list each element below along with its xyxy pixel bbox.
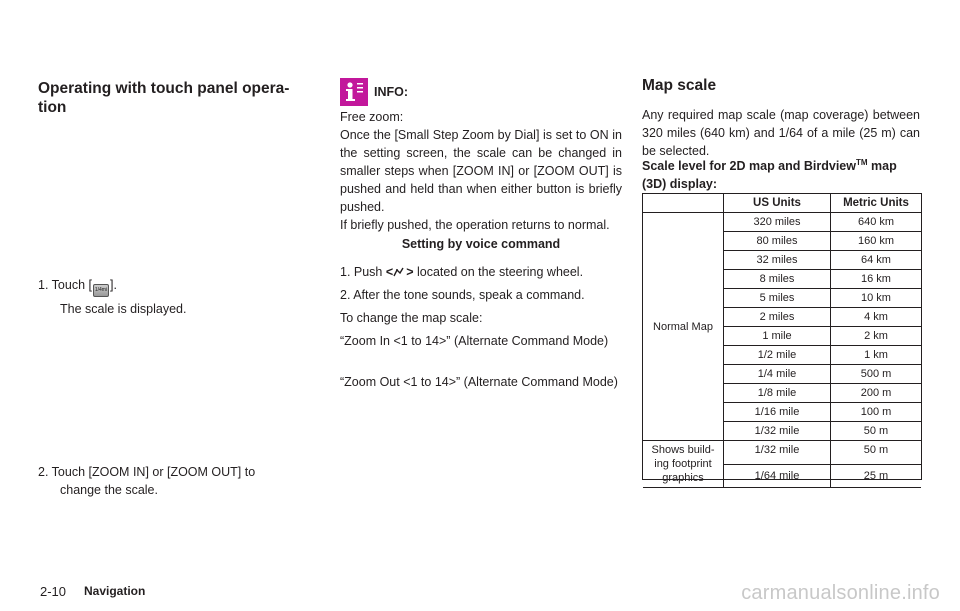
step-2-line-2: change the scale. <box>60 483 158 497</box>
free-zoom-note: If briefly pushed, the operation returns to normal. <box>340 218 610 232</box>
us-units-cell: 80 miles <box>724 232 831 251</box>
us-units-cell: 2 miles <box>724 308 831 327</box>
section-heading-touch-panel: Operating with touch panel opera- tion <box>38 80 290 116</box>
metric-units-cell: 25 m <box>831 464 922 488</box>
metric-units-cell: 1 km <box>831 346 922 365</box>
info-icon <box>340 78 368 106</box>
talk-icon <box>393 267 406 277</box>
metric-units-cell: 160 km <box>831 232 922 251</box>
us-units-cell: 1/32 mile <box>724 441 831 465</box>
table-header-metric: Metric Units <box>831 194 922 213</box>
table-row <box>643 441 921 465</box>
metric-units-cell: 500 m <box>831 365 922 384</box>
metric-units-cell: 16 km <box>831 270 922 289</box>
info-body <box>340 108 622 234</box>
watermark: carmanualsonline.info <box>741 582 940 604</box>
us-units-cell: 1/64 mile <box>724 464 831 488</box>
voice-lt: < <box>385 265 394 279</box>
page-number: 2-10 <box>40 584 67 599</box>
voice-step-1 <box>340 263 625 281</box>
scale-table <box>643 194 921 488</box>
voice-step-2: 2. After the tone sounds, speak a command. <box>340 288 585 302</box>
table-header-row <box>643 194 921 213</box>
step-1-suffix: ]. <box>109 278 117 292</box>
voice-step-1-a: 1. Push <box>340 265 386 279</box>
metric-units-cell: 50 m <box>831 441 922 465</box>
voice-gt: > <box>406 265 414 279</box>
us-units-cell: 1/16 mile <box>724 403 831 422</box>
free-zoom-label: Free zoom: <box>340 110 404 124</box>
footer-section: Navigation <box>84 584 146 598</box>
voice-command-heading: Setting by voice command <box>401 237 561 251</box>
info-header <box>340 78 408 106</box>
zoom-out-command: “Zoom Out <1 to 14>” (Alternate Command Mode) <box>340 375 618 389</box>
us-units-cell: 1/2 mile <box>724 346 831 365</box>
us-units-cell: 5 miles <box>724 289 831 308</box>
subheading-part-a: Scale level for 2D map and Birdview <box>642 159 856 174</box>
step-1 <box>38 276 318 318</box>
table-header-us: US Units <box>724 194 831 213</box>
step-2-line-1: 2. Touch [ZOOM IN] or [ZOOM OUT] to <box>38 465 256 479</box>
metric-units-cell: 50 m <box>831 422 922 441</box>
free-zoom-text: Once the [Small Step Zoom by Dial] is set to ON in the setting screen, the scale can be changed in smaller steps when [ZOOM IN] or [ZOOM OUT] is pushed and held than when either button is briefly pushed. <box>340 128 622 214</box>
map-scale-title: Map scale <box>642 77 717 94</box>
metric-units-cell: 4 km <box>831 308 922 327</box>
step-1-prefix: 1. Touch [ <box>38 278 92 292</box>
us-units-cell: 32 miles <box>724 251 831 270</box>
map-scale-icon: 1/4mi <box>93 284 109 297</box>
subheading-part-b: map (3D) display: <box>642 159 897 192</box>
us-units-cell: 1 mile <box>724 327 831 346</box>
zoom-in-command: “Zoom In <1 to 14>” (Alternate Command Mode) <box>340 334 609 348</box>
us-units-cell: 1/32 mile <box>724 422 831 441</box>
metric-units-cell: 10 km <box>831 289 922 308</box>
scale-level-subheading <box>642 154 924 193</box>
scale-table-frame <box>642 193 922 484</box>
table-header-empty <box>643 194 724 213</box>
table-row <box>643 213 921 232</box>
metric-units-cell: 640 km <box>831 213 922 232</box>
trademark-sup: TM <box>855 158 868 167</box>
step-1-detail: The scale is displayed. <box>60 302 187 316</box>
us-units-cell: 320 miles <box>724 213 831 232</box>
info-label: INFO: <box>374 85 409 99</box>
us-units-cell: 1/4 mile <box>724 365 831 384</box>
map-scale-intro: Any required map scale (map coverage) between 320 miles (640 km) and 1/64 of a mile (25 m) can be selected. <box>642 108 920 158</box>
metric-units-cell: 200 m <box>831 384 922 403</box>
metric-units-cell: 64 km <box>831 251 922 270</box>
voice-step-1-b: located on the steering wheel. <box>413 265 584 279</box>
us-units-cell: 8 miles <box>724 270 831 289</box>
row-group-label: Normal Map <box>643 213 724 441</box>
step-2 <box>38 463 323 499</box>
row-group-label: Shows build- ing footprint graphics <box>643 441 724 488</box>
metric-units-cell: 100 m <box>831 403 922 422</box>
us-units-cell: 1/8 mile <box>724 384 831 403</box>
change-scale-label: To change the map scale: <box>340 311 483 325</box>
metric-units-cell: 2 km <box>831 327 922 346</box>
